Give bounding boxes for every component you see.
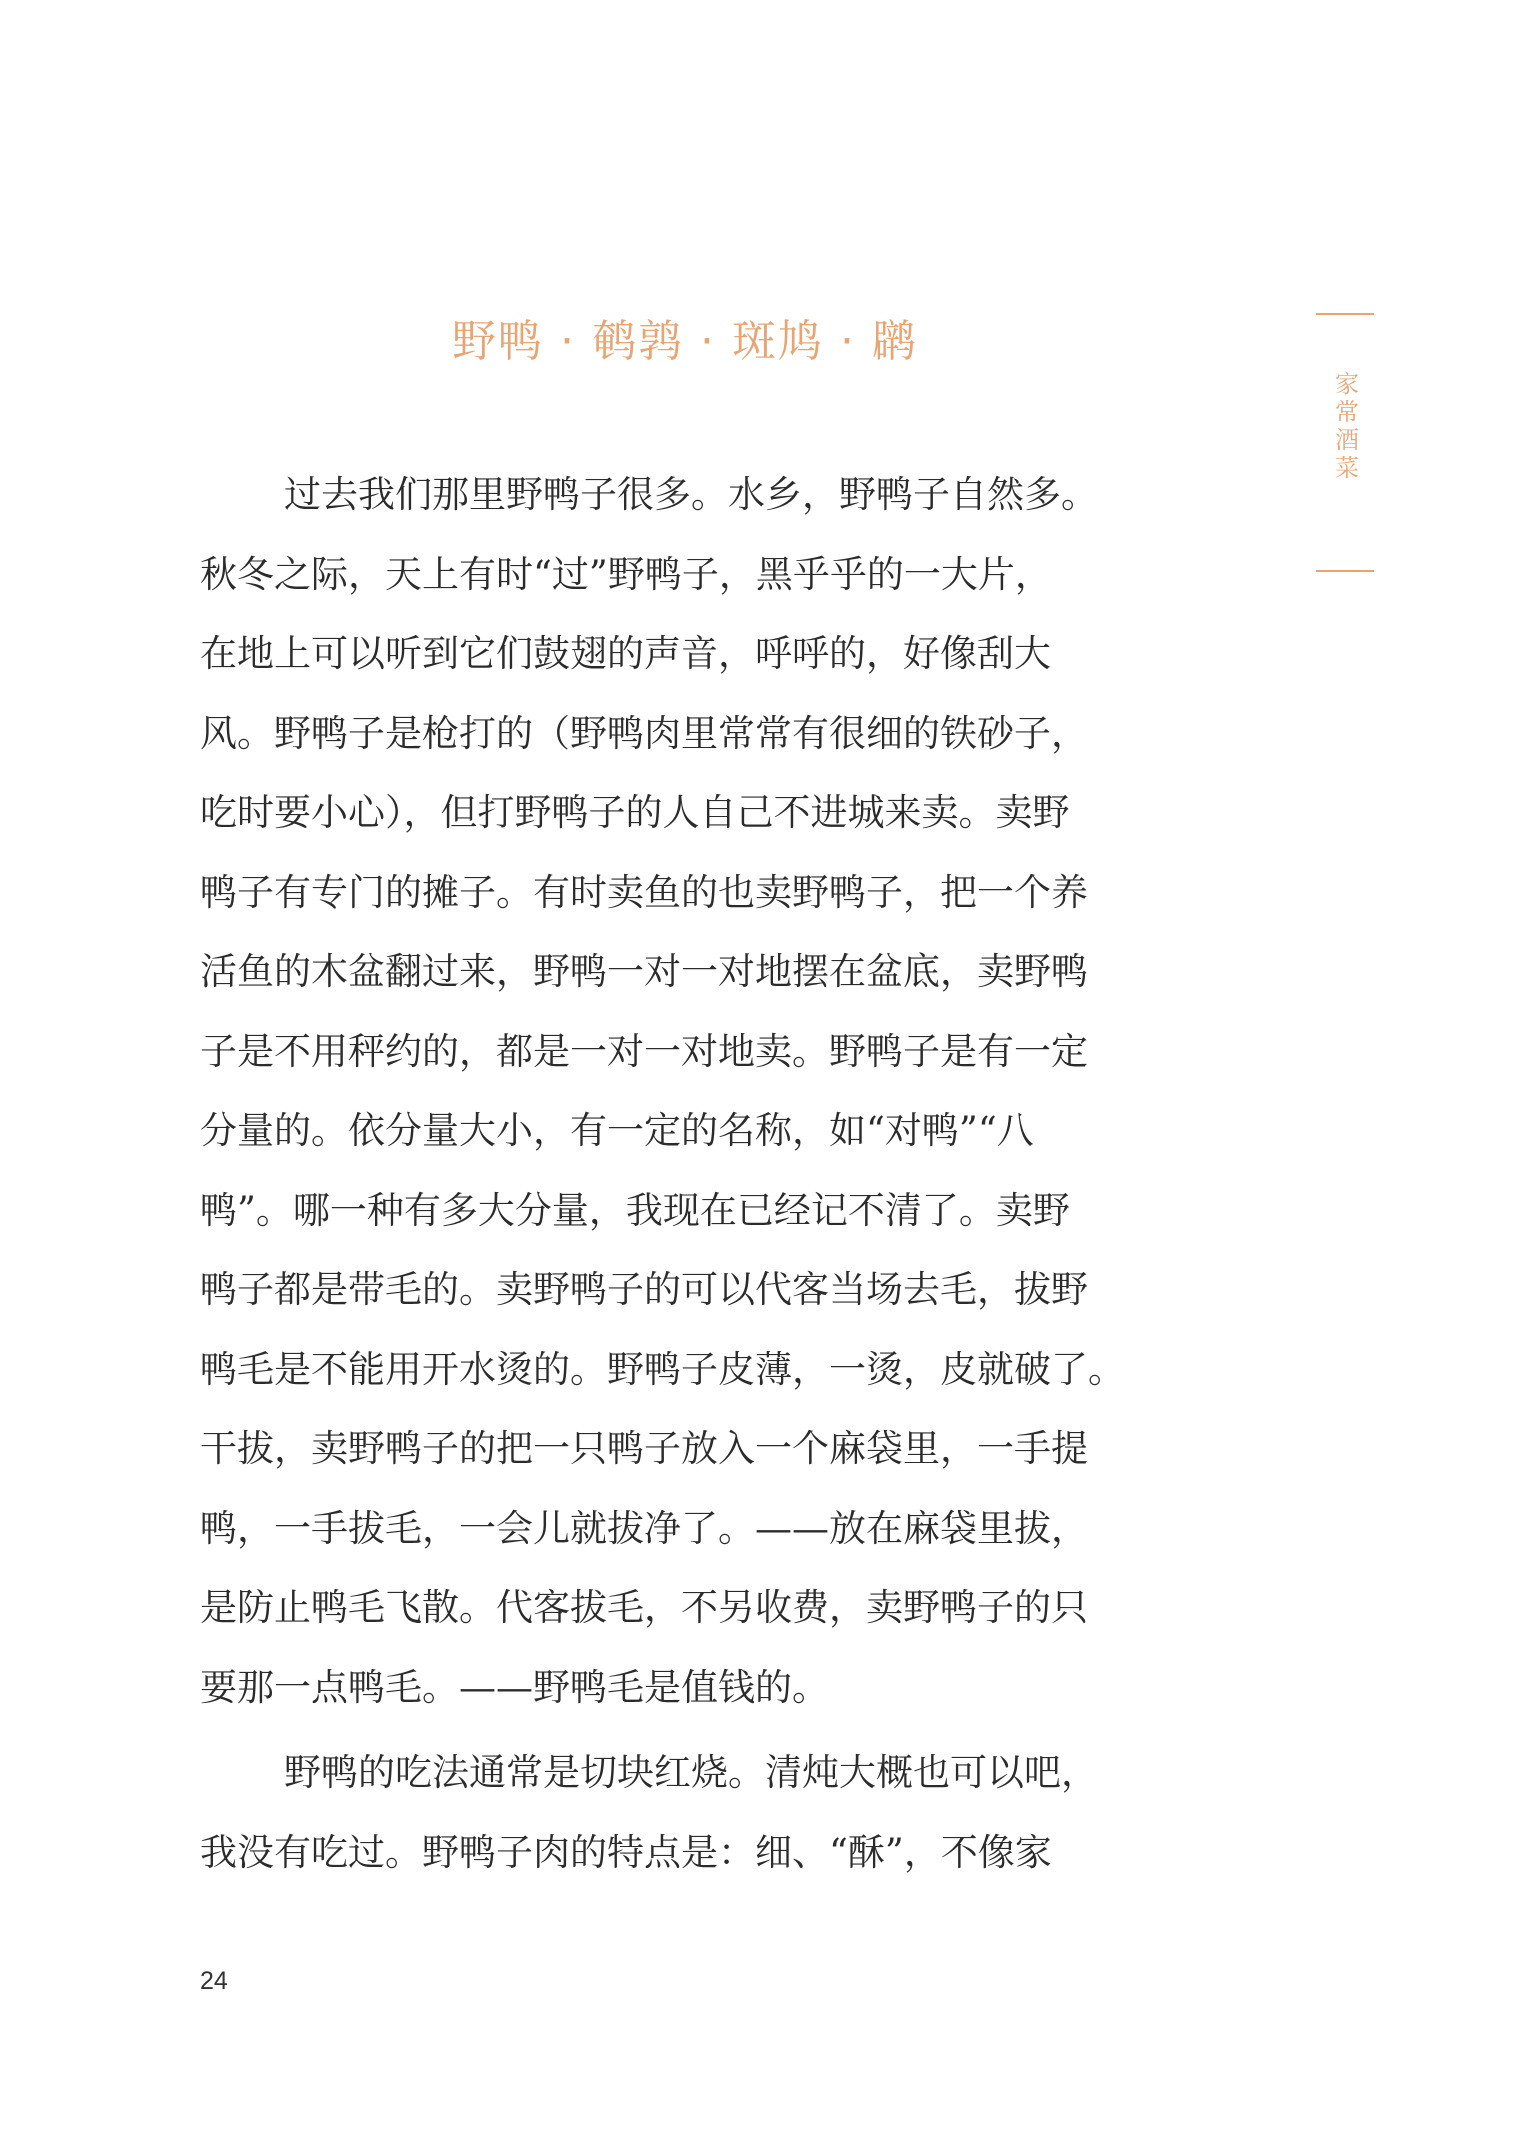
text-line: 我没有吃过。野鸭子肉的特点是：细、“酥”，不像家 — [200, 1830, 1052, 1874]
text-line: 是防止鸭毛飞散。代客拔毛，不另收费，卖野鸭子的只 — [200, 1586, 1088, 1629]
text-line: 干拔，卖野鸭子的把一只鸭子放入一个麻袋里，一手提 — [200, 1427, 1088, 1470]
side-tab-top-rule — [1316, 313, 1374, 315]
text-line: 野鸭的吃法通常是切块红烧。清炖大概也可以吧， — [284, 1751, 1098, 1794]
body-text — [200, 455, 1168, 1892]
text-line: 鸭”。哪一种有多大分量，我现在已经记不清了。卖野 — [200, 1188, 1070, 1232]
text-line: 风。野鸭子是枪打的（野鸭肉里常常有很细的铁砂子， — [200, 711, 1088, 755]
page-number: 24 — [200, 1967, 228, 1995]
text-line: 鸭毛是不能用开水烫的。野鸭子皮薄，一烫，皮就破了。 — [200, 1347, 1125, 1391]
text-line: 过去我们那里野鸭子很多。水乡，野鸭子自然多。 — [284, 473, 1098, 516]
text-line: 在地上可以听到它们鼓翅的声音，呼呼的，好像刮大 — [200, 632, 1051, 675]
text-line: 活鱼的木盆翻过来，野鸭一对一对地摆在盆底，卖野鸭 — [200, 950, 1088, 993]
text-line: 分量的。依分量大小，有一定的名称，如“对鸭”“八 — [200, 1109, 1034, 1152]
text-line: 鸭，一手拔毛，一会儿就拔净了。——放在麻袋里拔， — [200, 1506, 1088, 1550]
text-line: 子是不用秤约的，都是一对一对地卖。野鸭子是有一定 — [200, 1029, 1088, 1073]
text-line: 秋冬之际，天上有时“过”野鸭子，黑乎乎的一大片， — [200, 552, 1052, 596]
section-title: 野鸭 · 鹌鹑 · 斑鸠 · 䴙 — [452, 316, 918, 367]
side-tab-label: 家常酒菜 — [1330, 371, 1359, 483]
text-line: 鸭子都是带毛的。卖野鸭子的可以代客当场去毛，拔野 — [200, 1268, 1088, 1311]
text-line: 鸭子有专门的摊子。有时卖鱼的也卖野鸭子，把一个养 — [200, 870, 1088, 914]
text-line: 要那一点鸭毛。——野鸭毛是值钱的。 — [200, 1665, 829, 1709]
side-section-tab — [1316, 313, 1374, 575]
side-tab-label-wrap — [1316, 371, 1374, 511]
side-tab-bottom-rule — [1316, 570, 1374, 572]
text-line: 吃时要小心），但打野鸭子的人自己不进城来卖。卖野 — [200, 791, 1070, 834]
